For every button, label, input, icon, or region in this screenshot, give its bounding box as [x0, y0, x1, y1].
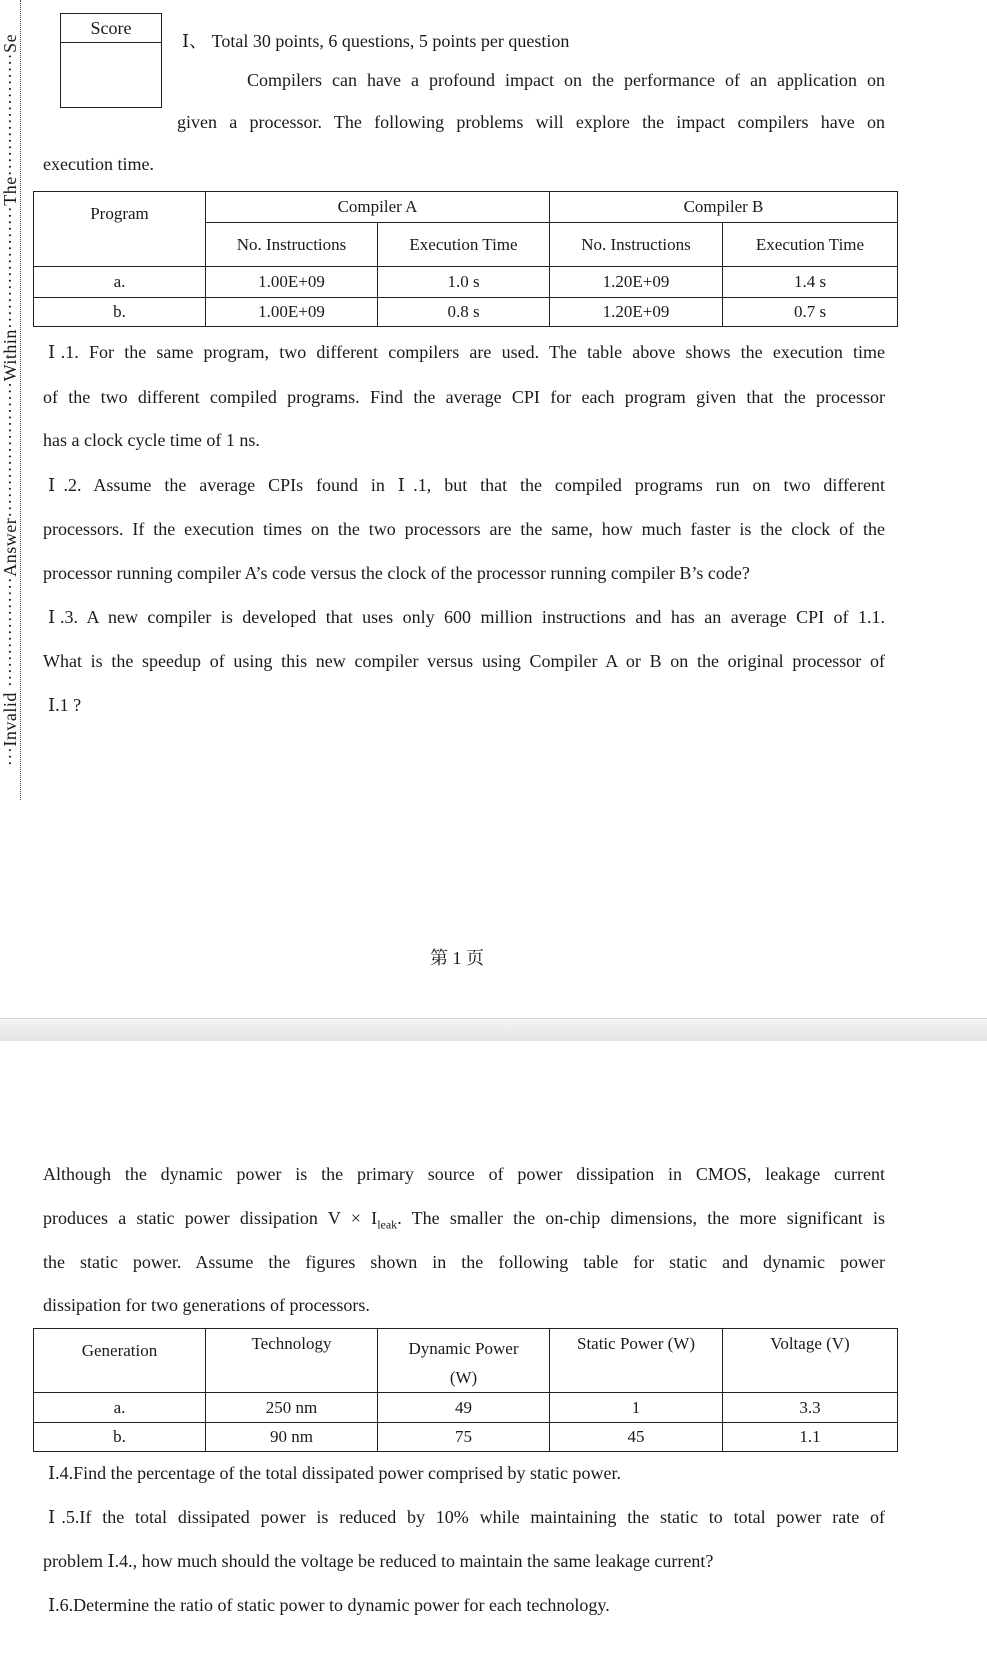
question-5-line-2: problem Ⅰ.4., how much should the voltage be reduced to maintain the same leakage current?: [43, 1551, 714, 1571]
binding-margin-text: ···Invalid ·················Answer·····················Within···················The···················Se: [0, 33, 20, 767]
header-dynamic-power: [378, 1329, 550, 1393]
header-compiler-b: Compiler B: [550, 192, 898, 223]
row-generation: b.: [34, 1423, 206, 1452]
section-heading: Ⅰ、 Total 30 points, 6 questions, 5 points per question: [182, 31, 570, 51]
header-generation: Generation: [34, 1329, 206, 1393]
header-static-power: Static Power (W): [550, 1329, 723, 1393]
question-2-line-2: processors. If the execution times on the two processors are the same, how much faster is the clock of the: [43, 519, 885, 539]
header-voltage: Voltage (V): [723, 1329, 898, 1393]
leak-subscript: leak: [377, 1217, 398, 1232]
cell-a-instructions: 1.00E+09: [206, 298, 378, 327]
cell-a-time: 0.8 s: [378, 298, 550, 327]
power-intro-line-1: Although the dynamic power is the primary source of power dissipation in CMOS, leakage current: [43, 1164, 885, 1184]
question-5-line-1: Ⅰ.5.If the total dissipated power is reduced by 10% while maintaining the static to total power rate of: [48, 1507, 885, 1527]
question-4-line-1: Ⅰ.4.Find the percentage of the total dissipated power comprised by static power.: [48, 1463, 621, 1483]
question-6-line-1: Ⅰ.6.Determine the ratio of static power to dynamic power for each technology.: [48, 1595, 610, 1615]
question-1-line-2: of the two different compiled programs. Find the average CPI for each program given that the processor: [43, 387, 885, 407]
cell-b-instructions: 1.20E+09: [550, 298, 723, 327]
cell-dynamic-power: 75: [378, 1423, 550, 1452]
header-dynamic-power-line-2: (W): [449, 1368, 478, 1387]
header-compiler-a: Compiler A: [206, 192, 550, 223]
cell-static-power: 1: [550, 1393, 723, 1423]
power-intro-line-3: the static power. Assume the figures shown in the following table for static and dynamic power: [43, 1252, 885, 1272]
intro-line-2: given a processor. The following problems will explore the impact compilers have on: [177, 112, 885, 132]
question-2-line-1: Ⅰ.2. Assume the average CPIs found in Ⅰ.1, but that the compiled programs run on two different: [48, 475, 885, 495]
power-intro-line-2-pre: produces a static power dissipation V × I: [43, 1208, 378, 1228]
page-divider: [0, 1018, 987, 1043]
page-number: 第 1 页: [430, 948, 484, 968]
cell-a-instructions: 1.00E+09: [206, 267, 378, 298]
cell-technology: 250 nm: [206, 1393, 378, 1423]
header-program: Program: [34, 192, 206, 267]
cell-b-time: 1.4 s: [723, 267, 898, 298]
row-label: b.: [34, 298, 206, 327]
score-box: [60, 13, 162, 108]
table-row: [34, 1393, 898, 1423]
cell-a-time: 1.0 s: [378, 267, 550, 298]
compiler-table: [33, 191, 898, 327]
question-3-line-1: Ⅰ.3. A new compiler is developed that uses only 600 million instructions and has an average CPI of 1.1.: [48, 607, 885, 627]
table-row: [34, 267, 898, 298]
score-label: Score: [61, 14, 161, 43]
power-table: [33, 1328, 898, 1452]
cell-voltage: 3.3: [723, 1393, 898, 1423]
row-label: a.: [34, 267, 206, 298]
cell-dynamic-power: 49: [378, 1393, 550, 1423]
header-technology: Technology: [206, 1329, 378, 1393]
header-dynamic-power-line-1: Dynamic Power: [408, 1339, 519, 1358]
table-row: [34, 1423, 898, 1452]
power-intro-line-2: [43, 1208, 885, 1233]
table-row: [34, 298, 898, 327]
header-no-instructions-a: No. Instructions: [206, 223, 378, 267]
question-3-line-3: Ⅰ.1 ?: [48, 695, 82, 715]
cell-voltage: 1.1: [723, 1423, 898, 1452]
cell-b-time: 0.7 s: [723, 298, 898, 327]
power-intro-line-4: dissipation for two generations of processors.: [43, 1295, 370, 1315]
intro-line-3: execution time.: [43, 154, 154, 174]
intro-line-1: Compilers can have a profound impact on the performance of an application on: [247, 70, 885, 90]
cell-static-power: 45: [550, 1423, 723, 1452]
question-1-line-1: Ⅰ.1. For the same program, two different compilers are used. The table above shows the execution time: [48, 342, 885, 362]
power-intro-line-2-post: . The smaller the on-chip dimensions, the more significant is: [397, 1208, 886, 1228]
row-generation: a.: [34, 1393, 206, 1423]
header-no-instructions-b: No. Instructions: [550, 223, 723, 267]
question-3-line-2: What is the speedup of using this new compiler versus using Compiler A or B on the original processor of: [43, 651, 885, 671]
cell-b-instructions: 1.20E+09: [550, 267, 723, 298]
header-execution-time-a: Execution Time: [378, 223, 550, 267]
cell-technology: 90 nm: [206, 1423, 378, 1452]
question-1-line-3: has a clock cycle time of 1 ns.: [43, 430, 260, 450]
question-2-line-3: processor running compiler A’s code versus the clock of the processor running compiler B’s code?: [43, 563, 750, 583]
header-execution-time-b: Execution Time: [723, 223, 898, 267]
score-input-area[interactable]: [61, 43, 161, 107]
binding-margin: [0, 0, 21, 800]
